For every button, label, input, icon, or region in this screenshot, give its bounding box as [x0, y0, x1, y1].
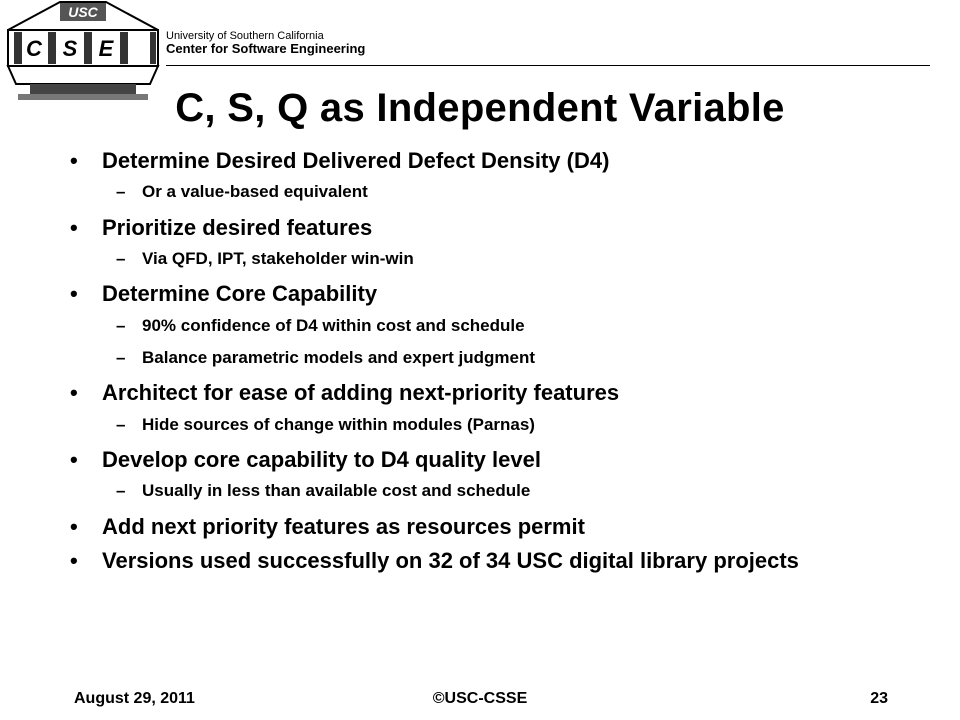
bullet-item: • Versions used successfully on 32 of 34 USC digital library projects	[70, 548, 910, 573]
sub-bullet-item: – Via QFD, IPT, stakeholder win-win	[70, 249, 910, 269]
header-rule	[166, 65, 930, 66]
bullet-item: • Develop core capability to D4 quality level	[70, 447, 910, 472]
bullet-item: • Architect for ease of adding next-priority features	[70, 380, 910, 405]
logo-usc-text: USC	[68, 4, 98, 20]
logo-letter-c: C	[26, 36, 42, 61]
sub-bullet-item: – Or a value-based equivalent	[70, 182, 910, 202]
page-number: 23	[870, 690, 888, 707]
bullet-item: • Determine Core Capability	[70, 281, 910, 306]
slide-title: C, S, Q as Independent Variable	[175, 86, 785, 130]
bullet-list	[70, 148, 910, 582]
sub-bullet-item: – Hide sources of change within modules (Parnas)	[70, 415, 910, 435]
bullet-item: • Determine Desired Delivered Defect Density (D4)	[70, 148, 910, 173]
center-name: Center for Software Engineering	[166, 41, 366, 57]
sub-bullet-item: – Balance parametric models and expert judgment	[70, 348, 910, 368]
sub-bullet-item: – Usually in less than available cost and schedule	[70, 481, 910, 501]
bullet-item: • Add next priority features as resources permit	[70, 514, 910, 539]
logo-letter-e: E	[98, 36, 114, 61]
bullet-item: • Prioritize desired features	[70, 215, 910, 240]
sub-bullet-item: – 90% confidence of D4 within cost and schedule	[70, 316, 910, 336]
footer-date: August 29, 2011	[74, 690, 195, 707]
footer-copyright: ©USC-CSSE	[432, 690, 528, 707]
org-header	[166, 30, 365, 56]
logo-base	[8, 66, 158, 84]
university-name: University of Southern California	[166, 30, 324, 42]
logo-letter-s: S	[62, 36, 78, 61]
